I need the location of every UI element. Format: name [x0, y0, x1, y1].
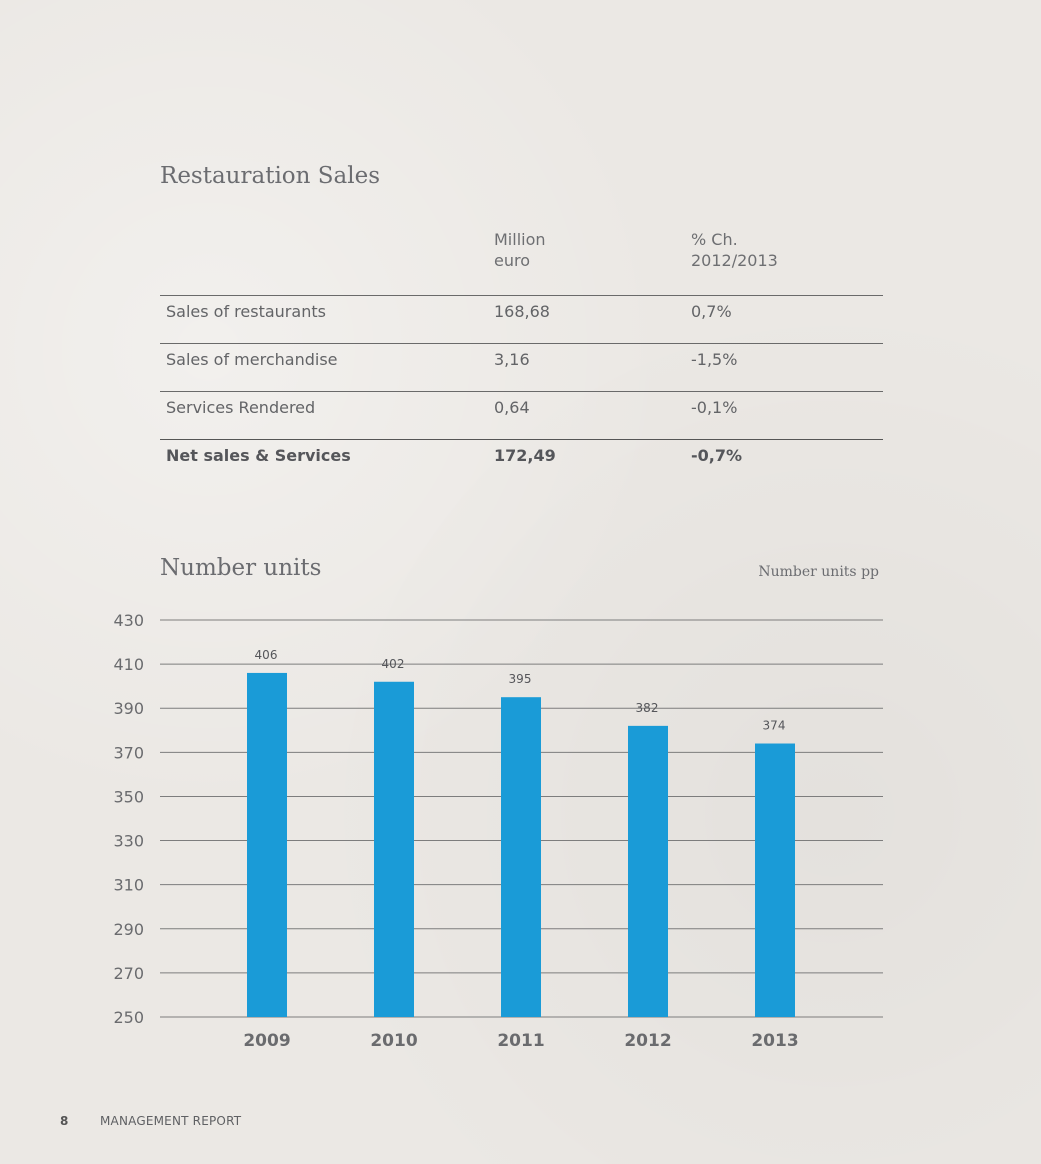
x-tick-label: 2010 [370, 1031, 418, 1051]
y-tick-label: 390 [113, 699, 144, 719]
page-number: 8 [60, 1114, 69, 1128]
sales-table-header [160, 229, 883, 296]
sales-table [160, 229, 883, 487]
y-tick-label: 330 [113, 831, 144, 851]
x-tick-label: 2009 [243, 1031, 291, 1051]
bar [247, 673, 287, 1017]
data-label: 382 [635, 700, 659, 715]
table-row [160, 296, 883, 344]
row-label: Sales of restaurants [166, 302, 326, 321]
row-label: Sales of merchandise [166, 350, 338, 369]
sales-section-title: Restauration Sales [160, 163, 381, 189]
row-value: 168,68 [494, 302, 550, 321]
total-change: -0,7% [691, 446, 743, 465]
total-label: Net sales & Services [166, 446, 351, 465]
y-tick-label: 270 [113, 963, 144, 983]
y-tick-label: 370 [113, 743, 144, 763]
bar [628, 726, 668, 1017]
table-total-row [160, 439, 883, 487]
bar [501, 697, 541, 1017]
bar [374, 682, 414, 1017]
y-tick-label: 290 [113, 919, 144, 939]
y-tick-label: 410 [113, 655, 144, 675]
row-value: 3,16 [494, 350, 530, 369]
header-million-euro: Million euro [494, 230, 546, 270]
table-row [160, 392, 883, 440]
data-label: 406 [254, 647, 278, 662]
x-tick-label: 2013 [751, 1031, 799, 1051]
row-change: -1,5% [691, 350, 738, 369]
data-label: 374 [762, 718, 786, 733]
row-change: 0,7% [691, 302, 732, 321]
bar [755, 744, 795, 1017]
data-label: 402 [381, 656, 405, 671]
data-label: 395 [508, 672, 532, 687]
row-value: 0,64 [494, 398, 530, 417]
units-legend-label: Number units pp [758, 564, 879, 580]
y-tick-label: 350 [113, 787, 144, 807]
row-change: -0,1% [691, 398, 738, 417]
y-tick-label: 310 [113, 875, 144, 895]
header-percent-change: % Ch. 2012/2013 [691, 230, 778, 270]
table-row [160, 344, 883, 392]
units-section-title: Number units [160, 555, 322, 581]
x-tick-label: 2012 [624, 1031, 672, 1051]
number-units-chart [0, 600, 1041, 1070]
row-label: Services Rendered [166, 398, 316, 417]
y-tick-label: 430 [113, 611, 144, 630]
footer-label: MANAGEMENT REPORT [100, 1114, 242, 1128]
total-value: 172,49 [494, 446, 556, 465]
x-tick-label: 2011 [497, 1031, 545, 1051]
y-tick-label: 250 [113, 1008, 144, 1027]
